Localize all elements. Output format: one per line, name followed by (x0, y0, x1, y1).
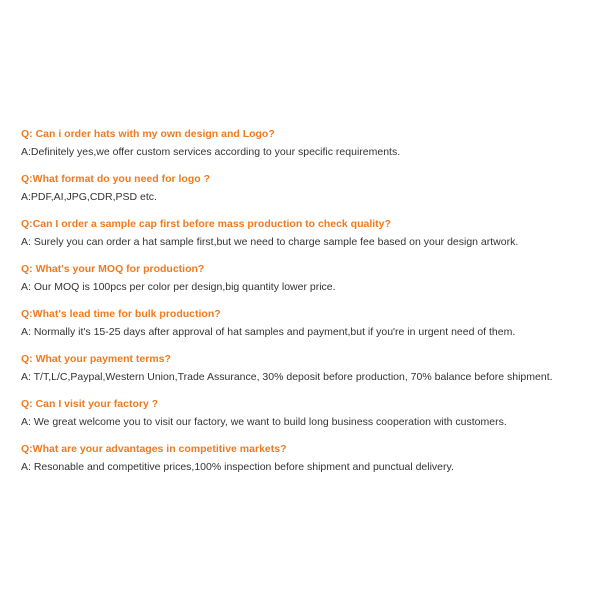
faq-answer: A: Resonable and competitive prices,100% inspection before shipment and punctual delivery. (21, 461, 454, 473)
faq-question: Q:What's lead time for bulk production? (21, 308, 221, 320)
faq-answer: A: T/T,L/C,Paypal,Western Union,Trade Assurance, 30% deposit before production, 70% balance before shipment. (21, 371, 553, 383)
faq-question: Q: Can I visit your factory ? (21, 398, 159, 410)
faq-list (21, 127, 593, 487)
faq-answer: A: Our MOQ is 100pcs per color per design,big quantity lower price. (21, 281, 336, 293)
faq-question: Q:What are your advantages in competitive markets? (21, 443, 287, 455)
faq-item (21, 352, 593, 397)
faq-question: Q:Can I order a sample cap first before mass production to check quality? (21, 218, 391, 230)
faq-question: Q:What format do you need for logo ? (21, 173, 210, 185)
faq-question: Q: Can i order hats with my own design and Logo? (21, 128, 275, 140)
faq-answer: A: We great welcome you to visit our factory, we want to build long business cooperation with customers. (21, 416, 507, 428)
faq-item (21, 172, 593, 217)
faq-item (21, 307, 593, 352)
faq-answer: A: Surely you can order a hat sample first,but we need to charge sample fee based on your design artwork. (21, 236, 519, 248)
faq-answer: A:PDF,AI,JPG,CDR,PSD etc. (21, 191, 157, 203)
faq-answer: A: Normally it's 15-25 days after approval of hat samples and payment,but if you're in urgent need of them. (21, 326, 516, 338)
faq-item (21, 127, 593, 172)
faq-question: Q: What your payment terms? (21, 353, 171, 365)
faq-item (21, 442, 593, 487)
faq-answer: A:Definitely yes,we offer custom services according to your specific requirements. (21, 146, 401, 158)
faq-item (21, 262, 593, 307)
faq-item (21, 397, 593, 442)
faq-question: Q: What's your MOQ for production? (21, 263, 205, 275)
faq-item (21, 217, 593, 262)
